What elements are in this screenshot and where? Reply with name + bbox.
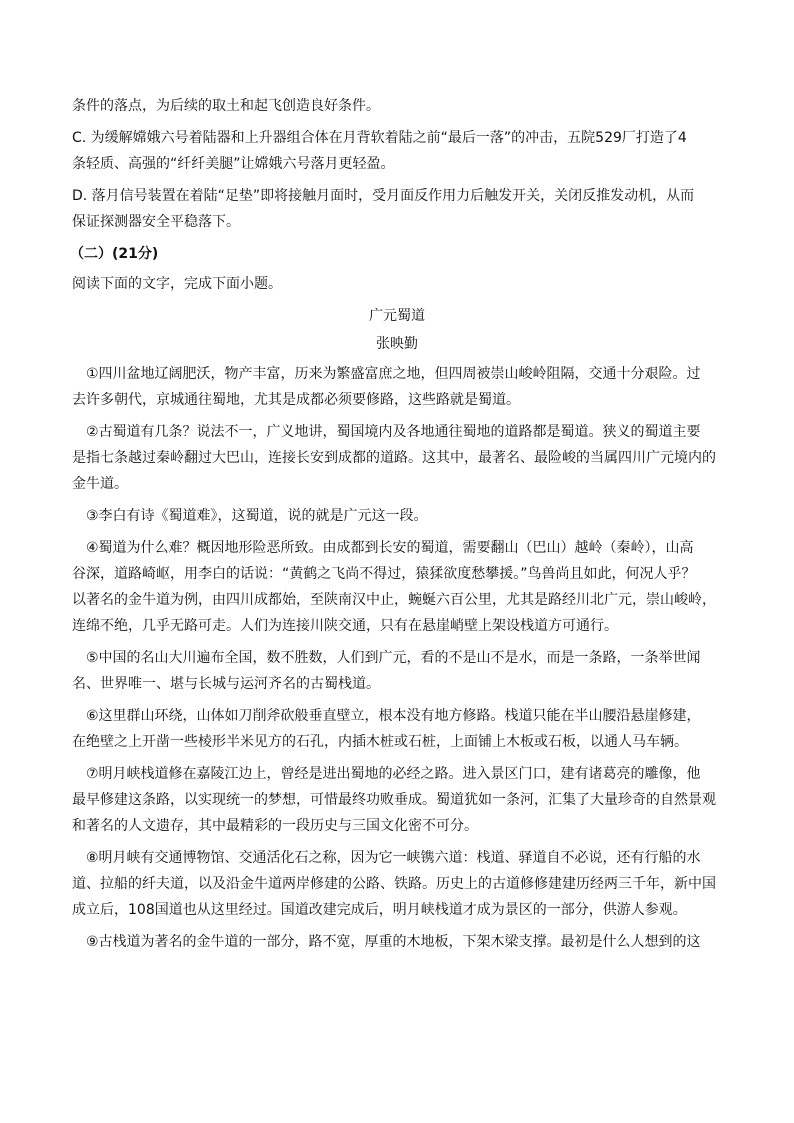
paragraph-line: ⑥这里群山环绕，山体如刀削斧砍般垂直壁立，根本没有地方修路。栈道只能在半山腰沿悬崖修建，: [86, 708, 701, 724]
paragraph-line: 金牛道。: [72, 476, 128, 492]
option-c-line1: C. 为缓解嫦娥六号着陆器和上升器组合体在月背软着陆之前“最后一落”的冲击，五院529厂打造了4: [72, 130, 687, 146]
option-d-line2: 保证探测器安全平稳落下。: [72, 214, 240, 230]
paragraph-line: ⑧明月峡有交通博物馆、交通活化石之称，因为它一峡镌六道：栈道、驿道自不必说，还有行船的水: [86, 850, 701, 866]
paragraph-line: 道、拉船的纤夫道，以及沿金牛道两岸修建的公路、铁路。历史上的古道修修建建历经两三千年，新中国: [72, 876, 716, 892]
paragraph-line: ①四川盆地辽阔肥沃，物产丰富，历来为繁盛富庶之地，但四周被崇山峻岭阻隔，交通十分艰险。过: [86, 366, 701, 382]
paragraph-line: 在绝壁之上开凿一些棱形半米见方的石孔，内插木桩或石桩，上面铺上木板或石板，以通人马车辆。: [72, 734, 688, 750]
paragraph-line: 和著名的人文遗存，其中最精彩的一段历史与三国文化密不可分。: [72, 818, 478, 834]
option-d-line1: D. 落月信号装置在着陆“足垫”即将接触月面时，受月面反作用力后触发开关，关闭反推发动机，从而: [72, 188, 695, 204]
paragraph-line: 去许多朝代，京城通往蜀地，尤其是成都必须要修路，这些路就是蜀道。: [72, 392, 520, 408]
paragraph-line: ⑨古栈道为著名的金牛道的一部分，路不宽，厚重的木地板，下架木梁支撑。最初是什么人想到的这: [86, 934, 701, 950]
paragraph-line: 是指七条越过秦岭翻过大巴山，连接长安到成都的道路。这其中，最著名、最险峻的当属四川广元境内的: [72, 450, 716, 466]
paragraph-line: ⑤中国的名山大川遍布全国，数不胜数，人们到广元，看的不是山不是水，而是一条路，一条举世闻: [86, 650, 701, 666]
paragraph-line: 名、世界唯一、堪与长城与运河齐名的古蜀栈道。: [72, 676, 380, 692]
paragraph-line: 谷深，道路崎岖，用李白的话说：“黄鹤之飞尚不得过，猿猱欲度愁攀援。”鸟兽尚且如此，何况人乎？: [72, 566, 696, 582]
paragraph-line: ③李白有诗《蜀道难》，这蜀道，说的就是广元这一段。: [86, 508, 428, 524]
paragraph-line: 成立后，108国道也从这里经过。国道改建完成后，明月峡栈道才成为景区的一部分，供游人参观。: [72, 902, 687, 918]
paragraph-line: 以著名的金牛道为例，由四川成都始，至陕南汉中止，蜿蜒六百公里，尤其是路经川北广元，崇山峻岭，: [72, 592, 716, 608]
section-instruction: 阅读下面的文字，完成下面小题。: [72, 276, 282, 292]
paragraph-line: ⑦明月峡栈道修在嘉陵江边上，曾经是进出蜀地的必经之路。进入景区门口，建有诸葛亮的雕像，他: [86, 766, 701, 782]
paragraph-line: 最早修建这条路，以实现统一的梦想，可惜最终功败垂成。蜀道犹如一条河，汇集了大量珍奇的自然景观: [72, 792, 716, 808]
section-heading: （二）(21分): [70, 246, 159, 262]
article-author: 张映勤: [376, 336, 418, 352]
article-title: 广元蜀道: [369, 308, 425, 324]
paragraph-line: ④蜀道为什么难？概因地形险恶所致。由成都到长安的蜀道，需要翻山（巴山）越岭（秦岭），山高: [86, 540, 694, 556]
paragraph-line: ②古蜀道有几条？说法不一，广义地讲，蜀国境内及各地通往蜀地的道路都是蜀道。狭义的蜀道主要: [86, 424, 701, 440]
option-b-tail: 条件的落点，为后续的取土和起飞创造良好条件。: [72, 98, 380, 114]
option-c-line2: 条轻质、高强的“纤纤美腿”让嫦娥六号落月更轻盈。: [72, 156, 395, 172]
paragraph-line: 连绵不绝，几乎无路可走。人们为连接川陕交通，只有在悬崖峭壁上架设栈道方可通行。: [72, 618, 618, 634]
